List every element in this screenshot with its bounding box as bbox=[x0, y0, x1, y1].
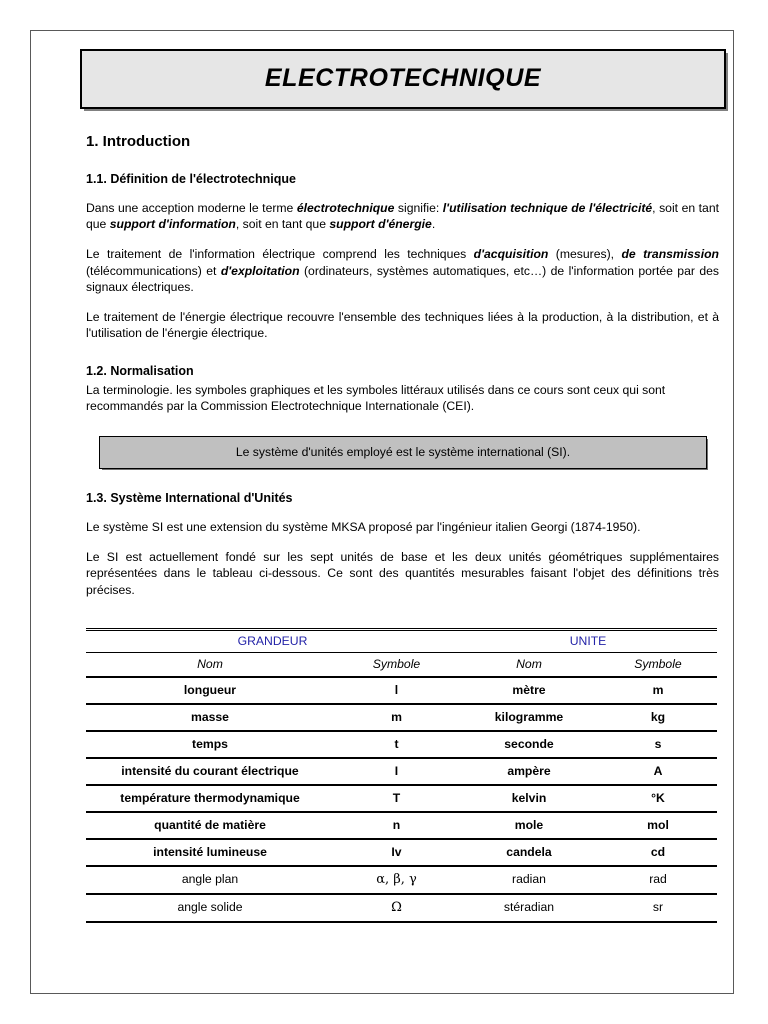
column-header-unite-nom: Nom bbox=[459, 652, 599, 677]
cell-grandeur-symbole: Iv bbox=[334, 839, 459, 866]
page-title: ELECTROTECHNIQUE bbox=[264, 64, 542, 92]
cell-grandeur-nom: temps bbox=[86, 731, 334, 758]
paragraph-definition-3: Le traitement de l'énergie électrique recouvre l'ensemble des techniques liées à la production, à la distribution, et à l'utilisation de l'énergie électrique. bbox=[86, 310, 719, 341]
cell-grandeur-nom: quantité de matière bbox=[86, 812, 334, 839]
cell-grandeur-nom: intensité lumineuse bbox=[86, 839, 334, 866]
cell-unite-nom: stéradian bbox=[459, 894, 599, 922]
cell-grandeur-nom: masse bbox=[86, 704, 334, 731]
cell-unite-symbole: rad bbox=[599, 866, 717, 894]
text-frag: (télécommunications) et bbox=[86, 263, 221, 278]
emph-electrotechnique: électrotechnique bbox=[296, 201, 395, 215]
heading-systeme-international: 1.3. Système International d'Unités bbox=[86, 490, 293, 505]
text-frag: Dans une acception moderne le terme bbox=[86, 201, 297, 215]
cell-unite-symbole: kg bbox=[599, 704, 717, 731]
table-row bbox=[86, 731, 717, 758]
table-column-header-row bbox=[86, 652, 717, 677]
paragraph-definition-1 bbox=[86, 200, 719, 232]
emph-exploitation: d'exploitation bbox=[220, 263, 300, 278]
group-header-unite: UNITE bbox=[459, 629, 717, 652]
cell-unite-symbole: s bbox=[599, 731, 717, 758]
cell-unite-nom: kelvin bbox=[459, 785, 599, 812]
cell-grandeur-symbole: α, β, γ bbox=[334, 866, 459, 894]
column-header-unite-symbole: Symbole bbox=[599, 652, 717, 677]
units-table-wrapper bbox=[86, 628, 717, 923]
cell-unite-symbole: °K bbox=[599, 785, 717, 812]
text-frag: . bbox=[431, 217, 436, 232]
cell-unite-nom: ampère bbox=[459, 758, 599, 785]
cell-grandeur-nom: angle solide bbox=[86, 894, 334, 922]
table-row bbox=[86, 677, 717, 704]
emph-support-energie: support d'énergie bbox=[329, 217, 432, 232]
table-group-header-row bbox=[86, 629, 717, 652]
cell-grandeur-symbole: T bbox=[334, 785, 459, 812]
cell-grandeur-nom: longueur bbox=[86, 677, 334, 704]
cell-grandeur-symbole: I bbox=[334, 758, 459, 785]
cell-unite-nom: mole bbox=[459, 812, 599, 839]
paragraph-si-2: Le SI est actuellement fondé sur les sept unités de base et les deux unités géométriques supplémentaires représentées dans le tableau ci-dessous. Ce sont des quantités mesurables faisant l'objet des définitions très précises. bbox=[86, 550, 719, 597]
cell-grandeur-symbole: Ω bbox=[334, 894, 459, 922]
table-row bbox=[86, 785, 717, 812]
emph-acquisition: d'acquisition bbox=[473, 247, 549, 262]
emph-utilisation: l'utilisation technique de l'électricité bbox=[442, 201, 653, 215]
cell-grandeur-symbole: n bbox=[334, 812, 459, 839]
cell-unite-nom: radian bbox=[459, 866, 599, 894]
text-frag: , soit en tant que bbox=[235, 217, 330, 232]
cell-unite-symbole: cd bbox=[599, 839, 717, 866]
cell-unite-symbole: A bbox=[599, 758, 717, 785]
paragraph-normalisation: La terminologie. les symboles graphiques et les symboles littéraux utilisés dans ce cours sont ceux qui sont recommandés par la Commission Electrotechnique Internationale (CEI). bbox=[86, 382, 666, 413]
cell-grandeur-symbole: t bbox=[334, 731, 459, 758]
cell-grandeur-symbole: l bbox=[334, 677, 459, 704]
cell-unite-symbole: mol bbox=[599, 812, 717, 839]
cell-unite-nom: kilogramme bbox=[459, 704, 599, 731]
table-row bbox=[86, 894, 717, 922]
callout-text: Le système d'unités employé est le système international (SI). bbox=[235, 444, 571, 459]
column-header-grandeur-nom: Nom bbox=[86, 652, 334, 677]
cell-grandeur-symbole: m bbox=[334, 704, 459, 731]
table-row bbox=[86, 839, 717, 866]
text-frag: , soit en tant que bbox=[86, 201, 719, 232]
text-frag: Le traitement de l'information électrique comprend les techniques bbox=[86, 247, 474, 262]
table-row bbox=[86, 704, 717, 731]
heading-definition: 1.1. Définition de l'électrotechnique bbox=[86, 172, 296, 186]
text-frag: (mesures), bbox=[548, 247, 622, 262]
group-header-grandeur: GRANDEUR bbox=[86, 629, 459, 652]
cell-unite-nom: candela bbox=[459, 839, 599, 866]
text-frag: signifie: bbox=[394, 201, 443, 215]
cell-grandeur-nom: angle plan bbox=[86, 866, 334, 894]
emph-support-information: support d'information bbox=[109, 217, 236, 232]
units-table bbox=[86, 628, 717, 923]
paragraph-definition-2 bbox=[86, 246, 719, 295]
page-content bbox=[86, 49, 719, 923]
column-header-grandeur-symbole: Symbole bbox=[334, 652, 459, 677]
cell-unite-nom: mètre bbox=[459, 677, 599, 704]
table-row bbox=[86, 866, 717, 894]
heading-introduction: 1. Introduction bbox=[86, 133, 191, 150]
document-page bbox=[30, 30, 734, 994]
cell-grandeur-nom: intensité du courant électrique bbox=[86, 758, 334, 785]
document-title-banner bbox=[80, 49, 726, 109]
text-frag: (ordinateurs, systèmes automatiques, etc…) de l'information portée par des signaux électriques. bbox=[86, 263, 719, 294]
heading-normalisation: 1.2. Normalisation bbox=[86, 363, 194, 378]
cell-unite-symbole: m bbox=[599, 677, 717, 704]
emph-transmission: de transmission bbox=[621, 247, 719, 262]
paragraph-si-1: Le système SI est une extension du système MKSA proposé par l'ingénieur italien Georgi (1874-1950). bbox=[86, 519, 641, 534]
table-row bbox=[86, 758, 717, 785]
cell-grandeur-nom: température thermodynamique bbox=[86, 785, 334, 812]
callout-systeme-international bbox=[99, 436, 707, 469]
cell-unite-symbole: sr bbox=[599, 894, 717, 922]
cell-unite-nom: seconde bbox=[459, 731, 599, 758]
table-row bbox=[86, 812, 717, 839]
